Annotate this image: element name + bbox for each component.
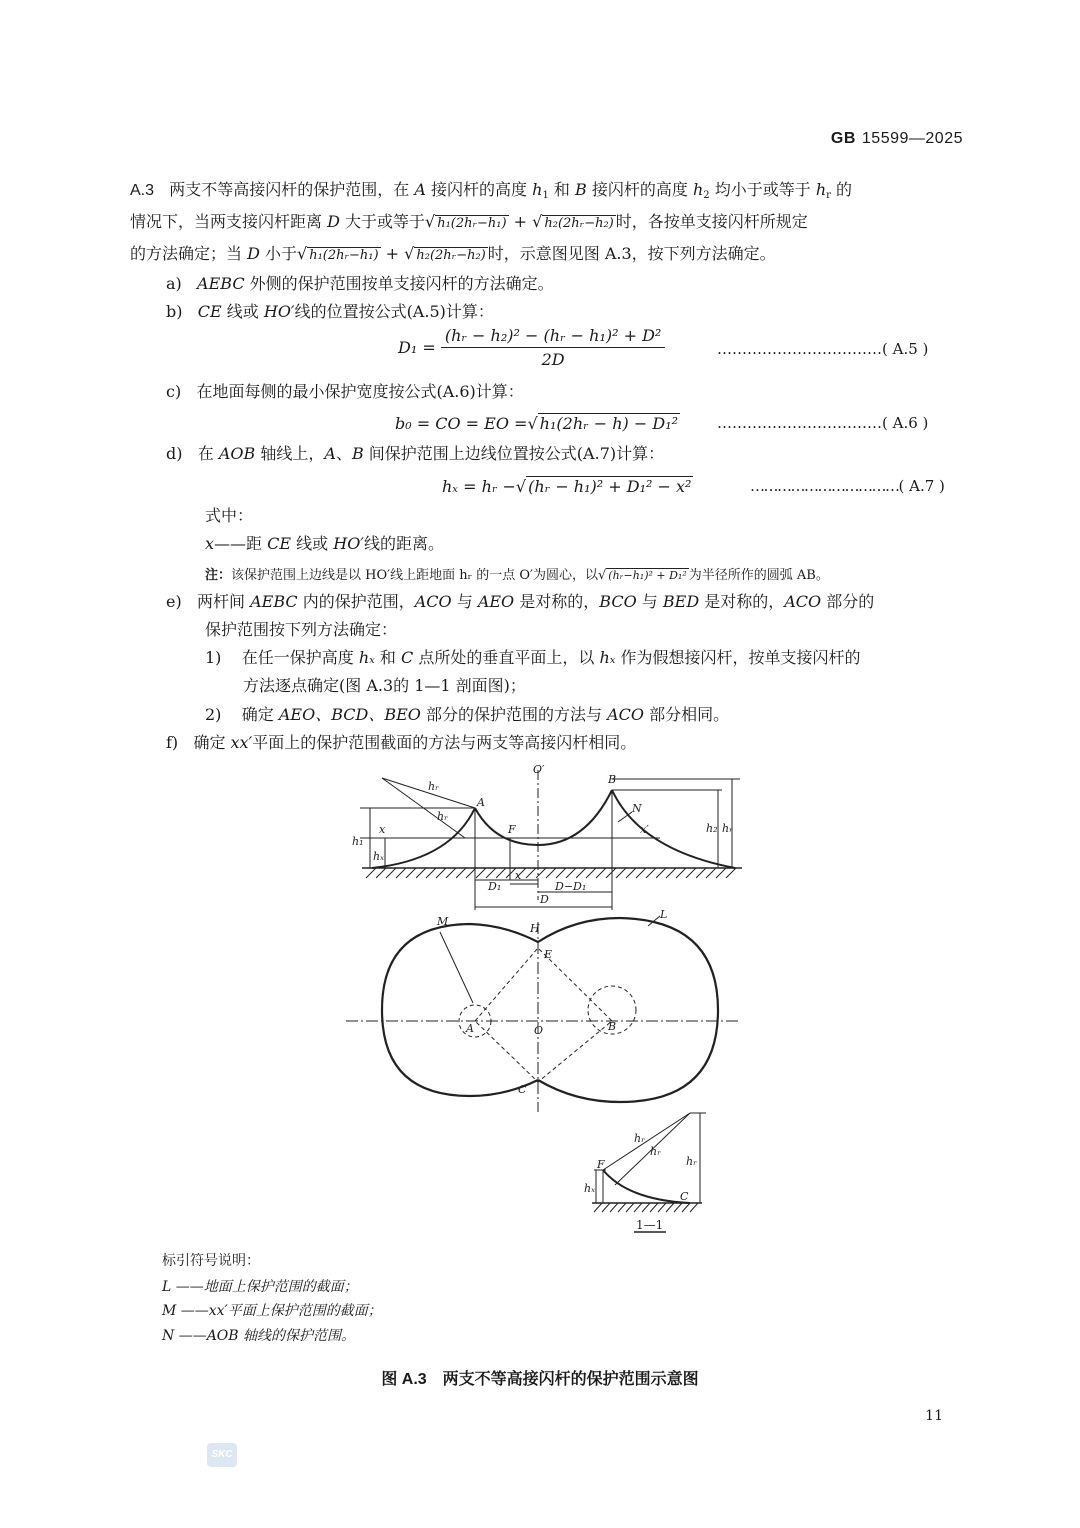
text: HO′ — [263, 302, 295, 321]
text: 、 — [335, 444, 352, 463]
text: CE — [197, 302, 222, 321]
text: 在任一保护高度 — [241, 648, 359, 667]
text: ——距 — [214, 534, 268, 553]
text: AEO、BCD、BEO — [278, 705, 421, 724]
label-h: H — [530, 922, 540, 935]
legend-l: L ——地面上保护范围的截面； — [162, 1279, 358, 1295]
item-label: e) — [166, 592, 182, 611]
item-label: c) — [166, 382, 182, 401]
text: A — [414, 180, 426, 199]
text: 线或 — [291, 534, 334, 553]
text: 接闪杆的高度 — [425, 180, 533, 199]
watermark-logo: SKC — [207, 1443, 237, 1467]
text: 平面上的保护范围截面的方法与两支等高接闪杆相同。 — [252, 733, 637, 752]
text: 轴线上， — [255, 444, 325, 463]
formula-a7: hₓ = hᵣ −√ (hᵣ − h₁)² + D₁² − x² — [442, 477, 692, 496]
text: D — [247, 244, 260, 263]
text: HO′ — [333, 534, 364, 553]
text: B — [575, 180, 587, 199]
section-labels — [584, 1132, 697, 1232]
text: h — [692, 180, 704, 199]
text: 外侧的保护范围按单支接闪杆的方法确定。 — [244, 274, 554, 293]
text: AOB — [218, 444, 256, 463]
label-m: M — [437, 915, 449, 928]
label-x-prime: x′ — [640, 823, 649, 836]
text: 与 — [451, 592, 478, 611]
label-hr-3: hᵣ — [722, 822, 733, 835]
text: 两杆间 — [196, 592, 251, 611]
standard-number: 15599—2025 — [861, 130, 963, 147]
label-hr-1: hᵣ — [428, 780, 439, 793]
text: 部分的保护范围的方法与 — [420, 705, 608, 724]
item-e-cont: 保护范围按下列方法确定： — [205, 620, 398, 639]
radical: h₁(2hᵣ−h₁) — [437, 216, 507, 231]
text: D — [327, 212, 340, 231]
text: 内的保护范围， — [297, 592, 415, 611]
label-hx-section: hₓ — [584, 1182, 595, 1195]
para-a3-line2: 情况下，当两支接闪杆距离 D 大于或等于√ h₁(2hᵣ−h₁) + √ h₂(2hᵣ−h₂) 时，各按单支接闪杆所规定 — [130, 212, 808, 231]
text: xx′ — [230, 733, 253, 752]
text: BCO — [599, 592, 637, 611]
legend-m: M ——xx′平面上保护范围的截面； — [162, 1303, 382, 1319]
note: 注：该保护范围上边线是以 HO′线上距地面 hᵣ 的一点 O′为圆心，以√ (hᵣ−h₁)² + D₁² 为半径所作的圆弧 AB。 — [205, 567, 829, 583]
text: AEO — [477, 592, 515, 611]
text: h — [532, 180, 543, 199]
label-l: L — [660, 908, 668, 921]
label-o-prime: O′ — [533, 763, 545, 776]
label-e: E — [544, 948, 553, 961]
text: x — [205, 534, 215, 553]
label-o: O — [534, 1024, 544, 1037]
text: AEBC — [250, 592, 298, 611]
upper-labels — [352, 763, 733, 906]
text: CE — [267, 534, 292, 553]
text: 2 — [703, 190, 710, 201]
legend-title: 标引符号说明： — [162, 1253, 260, 1269]
text: 是对称的， — [514, 592, 600, 611]
item-label: f) — [166, 733, 179, 752]
label-f-section: F — [597, 1158, 605, 1171]
leader-dots: …………………………… — [717, 414, 882, 432]
text: B — [351, 444, 364, 463]
legend-n: N ——AOB 轴线的保护范围。 — [162, 1328, 356, 1344]
item-label: d) — [166, 444, 183, 463]
text: 均小于或等于 — [709, 180, 816, 199]
standard-code: GB — [830, 130, 856, 147]
text: 部分相同。 — [644, 705, 730, 724]
upper-ground — [362, 868, 742, 878]
where-label: 式中： — [205, 506, 254, 525]
text: 情况下，当两支接闪杆距离 — [130, 212, 328, 231]
item-e1-cont: 方法逐点确定(图 A.3的 1—1 剖面图)； — [243, 676, 526, 695]
denominator: 2D — [541, 350, 565, 369]
label-d: D — [540, 893, 549, 906]
label-a-plan: A — [466, 1022, 474, 1035]
leader-dots: …………………………… — [750, 477, 899, 495]
text: h — [815, 180, 827, 199]
formula-lhs: hₓ = hᵣ − — [442, 477, 516, 496]
radical: (hᵣ − h₁)² + D₁² − x² — [528, 477, 692, 496]
text: 和 — [374, 648, 402, 667]
label-b-plan: B — [608, 1020, 617, 1033]
text: 的 — [830, 180, 853, 199]
text: 确定 — [241, 705, 279, 724]
label-a: A — [477, 796, 485, 809]
text: 确定 — [193, 733, 231, 752]
text: 部分的 — [821, 592, 875, 611]
text: 在地面每侧的最小保护宽度按公式(A.6)计算： — [196, 382, 524, 401]
formula-number: ( A.6 ) — [882, 414, 929, 432]
label-n: N — [632, 802, 642, 815]
formula-number: ( A.7 ) — [898, 477, 945, 495]
label-x: x — [379, 823, 386, 836]
label-c-section: C — [680, 1190, 689, 1203]
label-hr-section-2: hᵣ — [650, 1145, 661, 1158]
page-number: 11 — [925, 1408, 943, 1424]
formula-lhs: D₁ = — [398, 338, 436, 357]
radical: h₁(2hᵣ − h) − D₁² — [539, 414, 679, 433]
radical: h₁(2hᵣ−h₁) — [309, 248, 379, 263]
text: 1 — [542, 190, 549, 201]
figure-caption: 图 A.3 两支不等高接闪杆的保护范围示意图 — [381, 1371, 699, 1388]
text: 是对称的， — [699, 592, 785, 611]
section-label: A.3 — [130, 182, 155, 199]
label-d1: D₁ — [488, 880, 502, 893]
text: 的方法确定；当 — [130, 244, 248, 263]
text: 该保护范围上边线是以 HO′线上距地面 hᵣ 的一点 O′为圆心，以 — [231, 568, 598, 583]
text: AEBC — [197, 274, 245, 293]
text: 两支不等高接闪杆的保护范围，在 — [169, 180, 415, 199]
label-hx: hₓ — [373, 850, 384, 863]
text: BED — [662, 592, 700, 611]
text: + — [380, 244, 405, 263]
text: C — [401, 648, 414, 667]
label-d-minus-d1: D−D₁ — [555, 880, 587, 893]
text: 作为假想接闪杆，按单支接闪杆的 — [615, 648, 861, 667]
text: + — [508, 212, 533, 231]
section-view — [592, 1113, 706, 1232]
text: 为半径所作的圆弧 AB。 — [688, 568, 829, 583]
label-c: C — [518, 1083, 527, 1096]
numerator: (hᵣ − h₂)² − (hᵣ − h₁)² + D² — [441, 326, 666, 348]
item-label: 1) — [205, 648, 222, 667]
text: 小于 — [259, 244, 298, 263]
text: 和 — [548, 180, 575, 199]
label-f: F — [508, 823, 516, 836]
text: 大于或等于 — [339, 212, 426, 231]
label-hr-2: hᵣ — [437, 810, 448, 823]
note-label: 注： — [205, 567, 232, 582]
formula-number: ( A.5 ) — [882, 340, 929, 358]
label-h2: h₂ — [706, 822, 718, 835]
text: hₓ — [358, 648, 375, 667]
radical: h₂(2hᵣ−h₂) — [416, 248, 486, 263]
text: ACO — [607, 705, 645, 724]
formula-lhs: b₀ = CO = EO = — [395, 414, 528, 433]
item-label: a) — [166, 274, 182, 293]
text: 与 — [636, 592, 663, 611]
text: A — [324, 444, 336, 463]
label-h1: h₁ — [352, 835, 364, 848]
text: ACO — [414, 592, 452, 611]
label-b: B — [608, 773, 617, 786]
label-hr-section-1: hᵣ — [634, 1132, 645, 1145]
text: ACO — [784, 592, 822, 611]
text: 接闪杆的高度 — [586, 180, 693, 199]
upper-elevation — [360, 770, 740, 910]
label-section-1-1: 1—1 — [636, 1218, 664, 1232]
leader-dots: …………………………… — [717, 340, 882, 358]
plan-view — [346, 916, 738, 1112]
text: 时，各按单支接闪杆所规定 — [615, 212, 808, 231]
radical: h₂(2hᵣ−h₂) — [544, 216, 614, 231]
text: 线或 — [221, 302, 264, 321]
label-hr-section-3: hᵣ — [686, 1155, 697, 1168]
radical: (hᵣ−h₁)² + D₁² — [608, 569, 687, 582]
text: r — [826, 190, 831, 201]
text: 线的距离。 — [363, 534, 444, 553]
text: 点所处的垂直平面上，以 — [413, 648, 600, 667]
plan-labels — [436, 908, 667, 1096]
text: hₓ — [599, 648, 616, 667]
text: 时，示意图见图 A.3，按下列方法确定。 — [487, 244, 776, 263]
formula-a6: b₀ = CO = EO =√ h₁(2hᵣ − h) − D₁² — [395, 414, 679, 433]
text: 线的位置按公式(A.5)计算： — [294, 302, 494, 321]
item-label: b) — [166, 302, 183, 321]
para-a3-line3: 的方法确定；当 D 小于√ h₁(2hᵣ−h₁) + √ h₂(2hᵣ−h₂) 时，示意图见图 A.3，按下列方法确定。 — [130, 244, 776, 263]
label-x-dim: x — [515, 869, 522, 882]
item-label: 2) — [205, 705, 222, 724]
text: 在 — [197, 444, 219, 463]
text: 间保护范围上边线位置按公式(A.7)计算： — [363, 444, 665, 463]
